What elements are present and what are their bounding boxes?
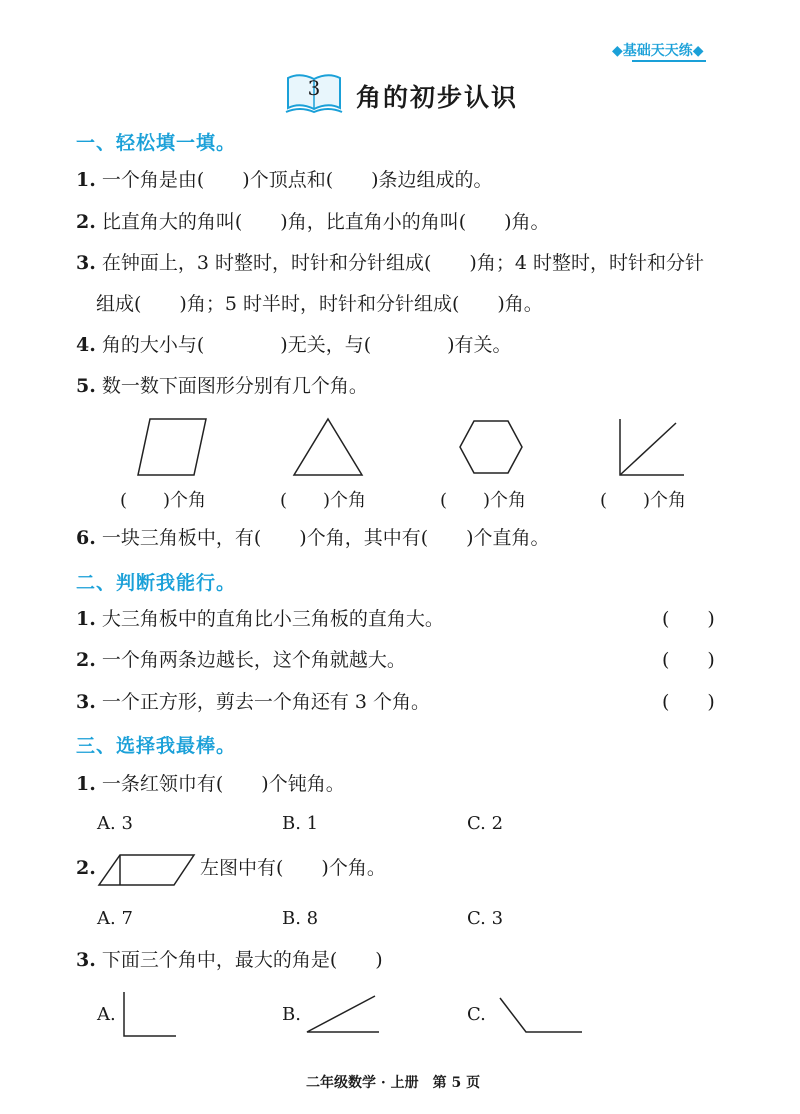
option-b: B.	[282, 1004, 301, 1025]
choice-question-2-number	[76, 856, 96, 880]
parallelogram-shape	[130, 415, 210, 480]
option-a: A. 3	[97, 813, 133, 834]
question-1-6	[76, 526, 550, 550]
question-text: 大三角板中的直角比小三角板的直角大。	[101, 608, 444, 630]
judgment-answer-2: ( )	[662, 649, 715, 671]
option-b: B. 1	[282, 813, 319, 834]
header-badge: ◆基础天天练◆	[612, 43, 704, 59]
option-b: B. 8	[282, 908, 319, 929]
page-footer: 二年级数学 · 上册 第 5 页	[306, 1075, 481, 1091]
question-number: 2.	[76, 857, 96, 879]
option-a: A.	[97, 1004, 116, 1025]
acute-angle-figure	[303, 990, 383, 1040]
question-number: 6.	[76, 527, 96, 549]
question-number: 4.	[76, 334, 96, 356]
judgment-item-2	[76, 648, 406, 672]
choice-question-3	[76, 948, 383, 972]
question-1-3-line-2: 组成( )角；5 时半时，时针和分针组成( )角。	[96, 293, 543, 315]
question-1-3	[76, 251, 704, 275]
question-text: 一条红领巾有( )个钝角。	[101, 773, 345, 795]
right-angle-figure	[118, 990, 180, 1040]
judgment-answer-3: ( )	[662, 691, 715, 713]
question-text: 比直角大的角叫( )角，比直角小的角叫( )角。	[101, 211, 550, 233]
page-title: 角的初步认识	[356, 83, 519, 112]
section-heading-2: 二、判断我能行。	[76, 572, 237, 594]
judgment-item-3	[76, 690, 430, 714]
question-text: 数一数下面图形分别有几个角。	[101, 375, 368, 397]
option-c: C.	[467, 1004, 486, 1025]
question-text: 一个角是由( )个顶点和( )条边组成的。	[101, 169, 493, 191]
question-number: 3.	[76, 691, 96, 713]
question-number: 1.	[76, 169, 96, 191]
question-1-1	[76, 168, 493, 192]
question-number: 2.	[76, 649, 96, 671]
judgment-answer-1: ( )	[662, 608, 715, 630]
answer-blank-hexagon: ( )个角	[440, 490, 527, 511]
question-number: 1.	[76, 608, 96, 630]
question-number: 3.	[76, 949, 96, 971]
judgment-item-1	[76, 607, 444, 631]
question-text: 一块三角板中，有( )个角，其中有( )个直角。	[101, 527, 550, 549]
answer-blank-parallelogram: ( )个角	[120, 490, 207, 511]
triangle-shape	[290, 415, 370, 480]
question-text: 在钟面上，3 时整时，时针和分针组成( )角；4 时整时，时针和分针	[101, 252, 704, 274]
question-number: 5.	[76, 375, 96, 397]
hexagon-shape	[454, 415, 534, 480]
option-c: C. 3	[467, 908, 504, 929]
question-text: 下面三个角中，最大的角是( )	[101, 949, 383, 971]
option-c: C. 2	[467, 813, 504, 834]
header-badge-underline	[632, 60, 706, 62]
section-heading-1: 一、轻松填一填。	[76, 132, 237, 154]
question-number: 1.	[76, 773, 96, 795]
question-1-4	[76, 333, 512, 357]
option-a: A. 7	[97, 908, 133, 929]
answer-blank-angle: ( )个角	[600, 490, 687, 511]
question-number: 2.	[76, 211, 96, 233]
choice-question-1	[76, 772, 345, 796]
question-1-5	[76, 374, 368, 398]
question-number: 3.	[76, 252, 96, 274]
question-text: 一个角两条边越长，这个角就越大。	[101, 649, 406, 671]
section-heading-3: 三、选择我最棒。	[76, 735, 237, 757]
question-1-2	[76, 210, 550, 234]
angle-shape	[612, 415, 692, 480]
lesson-number: 3	[307, 76, 321, 100]
choice-question-2-text: 左图中有( )个角。	[200, 857, 386, 879]
answer-blank-triangle: ( )个角	[280, 490, 367, 511]
obtuse-angle-figure	[496, 990, 586, 1040]
question-text: 一个正方形，剪去一个角还有 3 个角。	[101, 691, 431, 713]
question-text: 角的大小与( )无关，与( )有关。	[101, 334, 512, 356]
trapezoid-figure	[96, 852, 198, 888]
